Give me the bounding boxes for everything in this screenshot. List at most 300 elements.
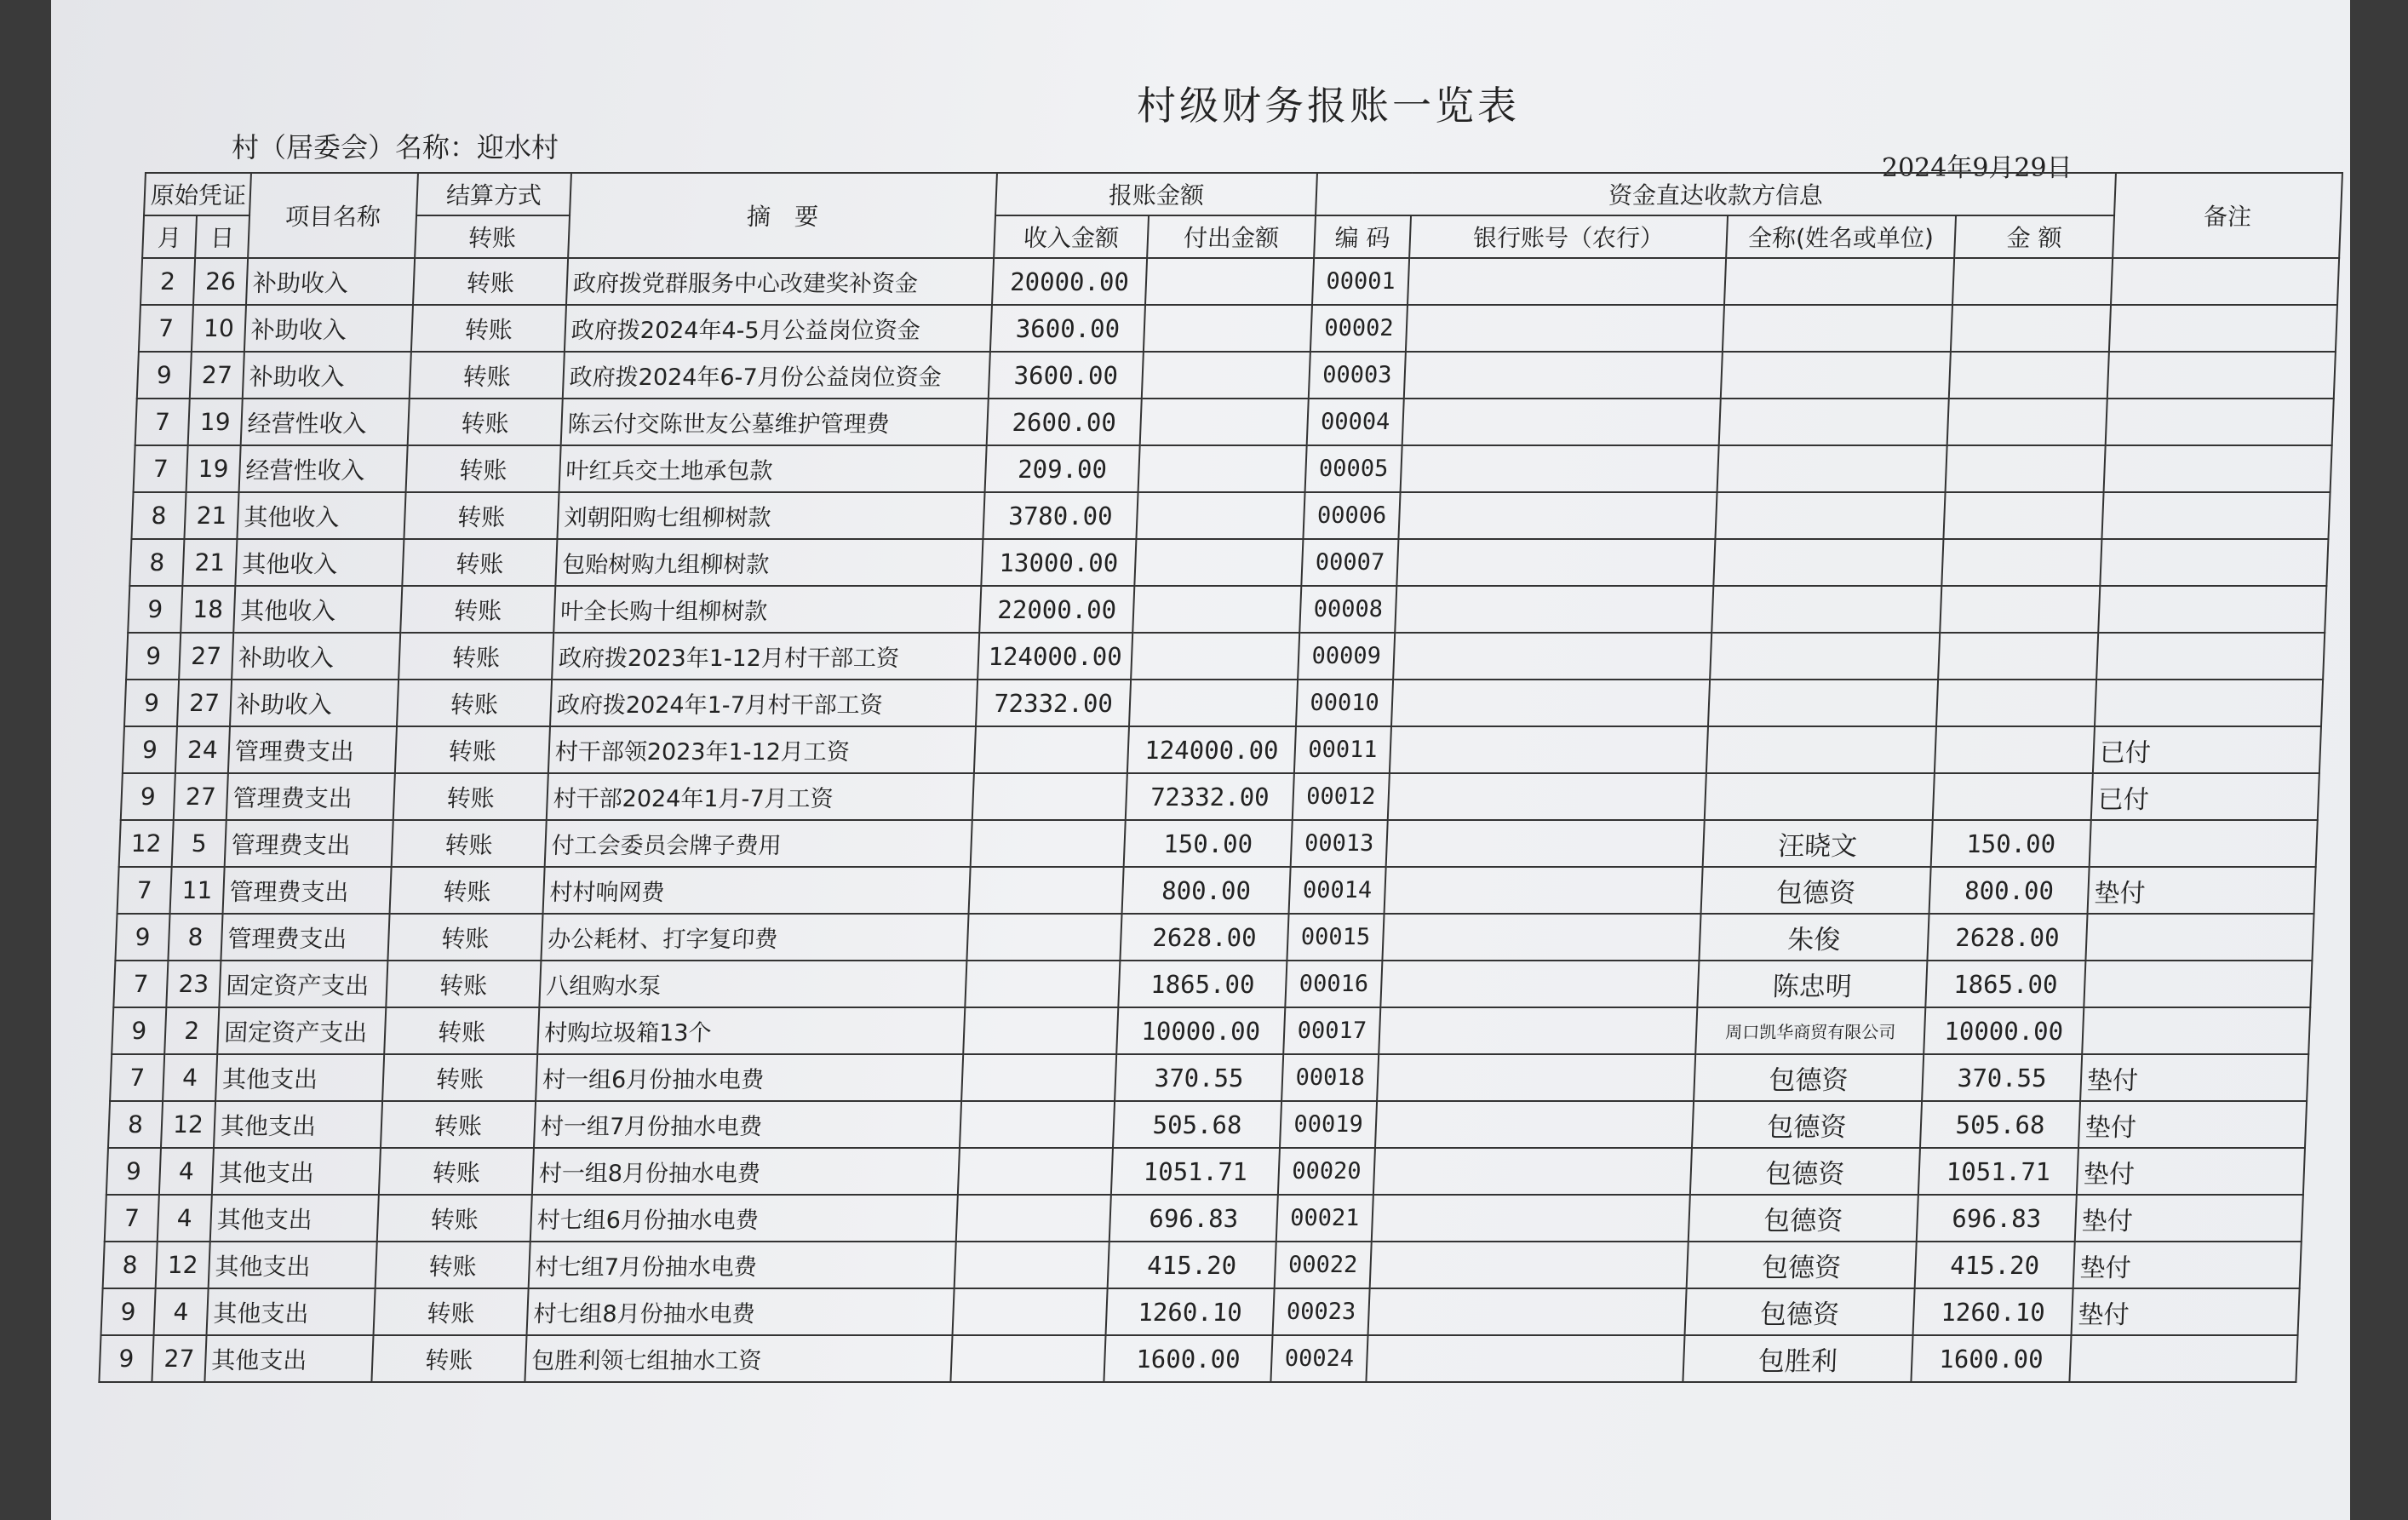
- cell-settle: 转账: [400, 586, 555, 633]
- table-row: [134, 445, 2332, 492]
- cell-month: 2: [140, 258, 195, 305]
- cell-item: 经营性收入: [239, 445, 408, 492]
- cell-code: 00002: [1310, 305, 1408, 352]
- cell-day: 4: [158, 1195, 212, 1242]
- cell-bank: [1377, 1054, 1695, 1101]
- cell-month: 8: [103, 1242, 158, 1288]
- cell-remark: [2090, 820, 2318, 867]
- cell-expense: 370.55: [1115, 1054, 1283, 1101]
- cell-expense: [1134, 539, 1303, 586]
- cell-item: 其他收入: [237, 492, 405, 539]
- cell-bank: [1366, 1335, 1684, 1382]
- cell-day: 2: [164, 1007, 219, 1054]
- cell-month: 9: [106, 1148, 161, 1195]
- cell-income: [972, 773, 1127, 820]
- header-bank: 银行账号（农行）: [1409, 215, 1728, 258]
- ledger-body: [99, 258, 2339, 1382]
- cell-remark: 垫付: [2078, 1101, 2307, 1148]
- cell-item: 管理费支出: [225, 820, 393, 867]
- cell-settle: 转账: [371, 1335, 526, 1382]
- table-row: [126, 633, 2325, 680]
- cell-income: 3600.00: [989, 352, 1144, 399]
- header-settle: 结算方式: [416, 173, 571, 215]
- header-month: 月: [142, 215, 197, 258]
- table-row: [123, 726, 2321, 773]
- cell-item: 其他支出: [214, 1101, 382, 1148]
- cell-remark: [2098, 586, 2326, 633]
- cell-income: 3780.00: [983, 492, 1138, 539]
- cell-payee-amount: [1949, 352, 2109, 399]
- cell-income: [966, 914, 1121, 961]
- cell-expense: 800.00: [1122, 867, 1291, 914]
- cell-month: 9: [101, 1288, 156, 1335]
- cell-code: 00017: [1283, 1007, 1380, 1054]
- cell-bank: [1370, 1242, 1688, 1288]
- cell-item: 补助收入: [244, 305, 413, 352]
- cell-day: 26: [193, 258, 248, 305]
- cell-bank: [1373, 1148, 1692, 1195]
- header-summary: 摘 要: [568, 173, 997, 258]
- cell-payee: [1711, 586, 1941, 633]
- cell-item: 补助收入: [243, 352, 411, 399]
- cell-settle: 转账: [387, 914, 542, 961]
- cell-payee: [1721, 352, 1951, 399]
- cell-summary: 村干部领2023年1-12月工资: [548, 726, 976, 773]
- cell-payee-amount: 800.00: [1929, 867, 2090, 914]
- cell-day: 4: [159, 1148, 214, 1195]
- cell-income: 72332.00: [976, 680, 1131, 726]
- cell-remark: [2082, 1007, 2310, 1054]
- cell-payee-amount: 415.20: [1915, 1242, 2075, 1288]
- table-row: [103, 1242, 2302, 1288]
- cell-summary: 村干部2024年1月-7月工资: [547, 773, 974, 820]
- cell-payee: 包胜利: [1683, 1335, 1912, 1382]
- cell-income: [960, 1101, 1115, 1148]
- cell-payee: 包德资: [1701, 867, 1931, 914]
- cell-item: 管理费支出: [226, 773, 395, 820]
- cell-payee: 朱俊: [1699, 914, 1929, 961]
- table-row: [135, 399, 2334, 445]
- cell-payee-amount: [1951, 305, 2111, 352]
- cell-item: 其他支出: [215, 1054, 384, 1101]
- cell-expense: 10000.00: [1116, 1007, 1285, 1054]
- cell-bank: [1386, 820, 1705, 867]
- cell-summary: 村七组6月份抽水电费: [530, 1195, 958, 1242]
- cell-month: 8: [129, 539, 184, 586]
- cell-remark: [2096, 633, 2325, 680]
- cell-settle: 转账: [404, 492, 559, 539]
- header-fullname: 全称(姓名或单位): [1726, 215, 1956, 258]
- cell-bank: [1402, 399, 1721, 445]
- cell-payee: 包德资: [1694, 1054, 1924, 1101]
- cell-bank: [1385, 867, 1703, 914]
- cell-settle: 转账: [395, 726, 550, 773]
- cell-item: 经营性收入: [241, 399, 410, 445]
- table-row: [112, 1007, 2310, 1054]
- cell-payee: [1719, 399, 1949, 445]
- cell-income: [950, 1335, 1105, 1382]
- cell-summary: 政府拨党群服务中心改建奖补资金: [566, 258, 994, 305]
- cell-expense: 1600.00: [1104, 1335, 1272, 1382]
- cell-item: 其他支出: [204, 1335, 373, 1382]
- cell-remark: 垫付: [2073, 1242, 2302, 1288]
- cell-expense: 415.20: [1108, 1242, 1276, 1288]
- cell-item: 其他支出: [209, 1242, 377, 1288]
- cell-item: 其他收入: [235, 539, 404, 586]
- cell-payee-amount: 370.55: [1922, 1054, 2082, 1101]
- table-row: [119, 820, 2318, 867]
- cell-code: 00006: [1303, 492, 1400, 539]
- cell-bank: [1398, 492, 1717, 539]
- cell-remark: 垫付: [2072, 1288, 2300, 1335]
- cell-month: 9: [123, 726, 177, 773]
- table-row: [105, 1195, 2303, 1242]
- table-row: [140, 258, 2339, 305]
- cell-payee-amount: [1936, 680, 2096, 726]
- cell-month: 9: [137, 352, 192, 399]
- cell-income: 22000.00: [979, 586, 1134, 633]
- cell-day: 27: [152, 1335, 206, 1382]
- cell-income: 20000.00: [992, 258, 1147, 305]
- table-row: [128, 586, 2326, 633]
- cell-income: [971, 820, 1126, 867]
- table-row: [139, 305, 2337, 352]
- cell-settle: 转账: [397, 680, 552, 726]
- cell-settle: 转账: [410, 352, 565, 399]
- cell-code: 00012: [1293, 773, 1390, 820]
- cell-payee: [1717, 445, 1947, 492]
- cell-day: 12: [161, 1101, 215, 1148]
- cell-payee: [1713, 539, 1943, 586]
- cell-payee-amount: 10000.00: [1924, 1007, 2084, 1054]
- cell-income: [953, 1288, 1108, 1335]
- table-row: [108, 1101, 2307, 1148]
- cell-payee-amount: [1935, 726, 2095, 773]
- cell-remark: [2104, 445, 2332, 492]
- cell-remark: 垫付: [2075, 1195, 2303, 1242]
- table-row: [110, 1054, 2308, 1101]
- cell-month: 8: [131, 492, 186, 539]
- table-row: [118, 867, 2316, 914]
- table-row: [137, 352, 2336, 399]
- table-row: [106, 1148, 2305, 1195]
- cell-day: 10: [192, 305, 246, 352]
- cell-month: 12: [119, 820, 174, 867]
- cell-income: 2600.00: [987, 399, 1142, 445]
- cell-expense: [1144, 305, 1312, 352]
- header-code: 编 码: [1314, 215, 1411, 258]
- cell-month: 9: [121, 773, 175, 820]
- cell-item: 管理费支出: [221, 914, 389, 961]
- cell-payee-amount: [1943, 492, 2103, 539]
- cell-day: 18: [181, 586, 235, 633]
- cell-payee-amount: 1260.10: [1913, 1288, 2073, 1335]
- cell-remark: [2107, 352, 2336, 399]
- cell-expense: [1138, 445, 1307, 492]
- cell-day: 21: [184, 492, 238, 539]
- cell-day: 8: [168, 914, 222, 961]
- cell-remark: [2069, 1335, 2297, 1382]
- cell-item: 补助收入: [230, 680, 398, 726]
- cell-summary: 村七组8月份抽水电费: [527, 1288, 955, 1335]
- cell-day: 19: [186, 445, 241, 492]
- cell-bank: [1382, 914, 1700, 961]
- cell-bank: [1401, 445, 1719, 492]
- cell-bank: [1396, 539, 1715, 586]
- cell-code: 00021: [1276, 1195, 1373, 1242]
- cell-summary: 办公耗材、打字复印费: [541, 914, 968, 961]
- table-row: [113, 961, 2312, 1007]
- cell-summary: 村一组7月份抽水电费: [534, 1101, 961, 1148]
- cell-bank: [1408, 258, 1726, 305]
- cell-expense: 72332.00: [1126, 773, 1294, 820]
- cell-item: 固定资产支出: [219, 961, 387, 1007]
- cell-income: 209.00: [985, 445, 1140, 492]
- cell-payee: [1706, 726, 1936, 773]
- cell-payee-amount: [1952, 258, 2113, 305]
- cell-expense: [1132, 586, 1301, 633]
- cell-code: 00009: [1298, 633, 1395, 680]
- cell-remark: 垫付: [2080, 1054, 2308, 1101]
- cell-settle: 转账: [376, 1242, 530, 1288]
- cell-month: 9: [115, 914, 169, 961]
- cell-month: 9: [126, 633, 181, 680]
- cell-code: 00004: [1307, 399, 1404, 445]
- cell-day: 24: [175, 726, 230, 773]
- cell-payee-amount: [1933, 773, 2093, 820]
- cell-code: 00010: [1296, 680, 1393, 726]
- cell-settle: 转账: [374, 1288, 529, 1335]
- cell-payee-amount: [1938, 633, 2098, 680]
- header-income: 收入金额: [994, 215, 1149, 258]
- cell-settle: 转账: [393, 773, 548, 820]
- cell-income: [955, 1242, 1109, 1288]
- cell-summary: 叶全长购十组柳树款: [553, 586, 981, 633]
- cell-payee: [1705, 773, 1935, 820]
- cell-summary: 政府拨2024年1-7月村干部工资: [550, 680, 978, 726]
- cell-remark: [2109, 305, 2337, 352]
- cell-payee-amount: 696.83: [1917, 1195, 2077, 1242]
- cell-item: 补助收入: [232, 633, 400, 680]
- cell-summary: 刘朝阳购七组柳树款: [557, 492, 984, 539]
- cell-payee-amount: [1941, 539, 2101, 586]
- cell-remark: [2106, 399, 2334, 445]
- cell-payee: 周口凯华商贸有限公司: [1695, 1007, 1925, 1054]
- cell-expense: 124000.00: [1127, 726, 1296, 773]
- cell-payee: 陈忠明: [1697, 961, 1927, 1007]
- cell-remark: 已付: [2091, 773, 2319, 820]
- cell-payee: [1723, 305, 1952, 352]
- cell-bank: [1391, 680, 1710, 726]
- cell-income: [963, 1007, 1118, 1054]
- cell-expense: [1142, 352, 1310, 399]
- cell-payee-amount: 505.68: [1920, 1101, 2080, 1148]
- cell-item: 管理费支出: [228, 726, 397, 773]
- cell-day: 23: [166, 961, 221, 1007]
- cell-settle: 转账: [408, 399, 563, 445]
- header-day: 日: [195, 215, 249, 258]
- cell-code: 00022: [1275, 1242, 1372, 1288]
- cell-month: 9: [99, 1335, 153, 1382]
- cell-day: 21: [182, 539, 237, 586]
- cell-expense: 150.00: [1124, 820, 1293, 867]
- cell-settle: 转账: [392, 820, 547, 867]
- cell-expense: 1260.10: [1106, 1288, 1275, 1335]
- cell-remark: 垫付: [2077, 1148, 2305, 1195]
- cell-settle: 转账: [379, 1148, 534, 1195]
- cell-month: 9: [124, 680, 179, 726]
- cell-code: 00014: [1289, 867, 1386, 914]
- header-payee-amount: 金 额: [1954, 215, 2114, 258]
- cell-bank: [1388, 773, 1706, 820]
- cell-item: 补助收入: [246, 258, 415, 305]
- cell-summary: 八组购水泵: [539, 961, 966, 1007]
- cell-settle: 转账: [386, 961, 541, 1007]
- cell-payee-amount: 1051.71: [1918, 1148, 2078, 1195]
- cell-item: 其他支出: [212, 1148, 381, 1195]
- cell-bank: [1393, 633, 1711, 680]
- cell-income: [974, 726, 1129, 773]
- cell-code: 00003: [1309, 352, 1406, 399]
- cell-code: 00011: [1294, 726, 1391, 773]
- cell-day: 19: [188, 399, 243, 445]
- cell-payee: [1724, 258, 1954, 305]
- cell-bank: [1380, 961, 1699, 1007]
- cell-settle: 转账: [413, 258, 568, 305]
- cell-code: 00016: [1285, 961, 1382, 1007]
- cell-payee: [1710, 633, 1940, 680]
- village-name: 村（居委会）名称：迎水村: [232, 131, 559, 163]
- cell-settle: 转账: [398, 633, 553, 680]
- cell-item: 其他支出: [207, 1288, 376, 1335]
- cell-settle: 转账: [390, 867, 545, 914]
- cell-code: 00019: [1280, 1101, 1377, 1148]
- table-row: [124, 680, 2323, 726]
- cell-code: 00023: [1273, 1288, 1370, 1335]
- cell-summary: 村一组8月份抽水电费: [532, 1148, 960, 1195]
- cell-payee: 包德资: [1692, 1101, 1922, 1148]
- cell-payee-amount: 2628.00: [1927, 914, 2087, 961]
- cell-code: 00015: [1287, 914, 1384, 961]
- cell-summary: 政府拨2023年1-12月村干部工资: [552, 633, 979, 680]
- cell-summary: 政府拨2024年4-5月公益岗位资金: [565, 305, 992, 352]
- cell-expense: 696.83: [1109, 1195, 1278, 1242]
- cell-code: 00008: [1299, 586, 1396, 633]
- cell-settle: 转账: [384, 1007, 539, 1054]
- cell-month: 7: [105, 1195, 159, 1242]
- table-row: [115, 914, 2313, 961]
- ledger-table-wrapper: [98, 172, 2342, 1383]
- cell-summary: 政府拨2024年6-7月份公益岗位资金: [563, 352, 990, 399]
- cell-code: 00007: [1301, 539, 1398, 586]
- cell-expense: [1131, 633, 1299, 680]
- cell-item: 管理费支出: [223, 867, 392, 914]
- cell-summary: 村七组7月份抽水电费: [529, 1242, 956, 1288]
- cell-month: 7: [113, 961, 168, 1007]
- table-row: [129, 539, 2328, 586]
- cell-payee-amount: [1940, 586, 2100, 633]
- header-voucher: 原始凭证: [144, 173, 251, 215]
- cell-summary: 包贻树购九组柳树款: [555, 539, 983, 586]
- cell-month: 7: [139, 305, 193, 352]
- cell-payee-amount: [1947, 399, 2107, 445]
- cell-summary: 叶红兵交土地承包款: [559, 445, 987, 492]
- cell-remark: [2111, 258, 2339, 305]
- cell-remark: [2101, 492, 2330, 539]
- cell-expense: [1129, 680, 1298, 726]
- cell-month: 7: [110, 1054, 164, 1101]
- header-expense: 付出金额: [1147, 215, 1316, 258]
- cell-month: 9: [112, 1007, 166, 1054]
- cell-code: 00020: [1278, 1148, 1375, 1195]
- cell-day: 4: [154, 1288, 209, 1335]
- header-item: 项目名称: [248, 173, 418, 258]
- cell-bank: [1368, 1288, 1687, 1335]
- cell-income: [958, 1148, 1113, 1195]
- header-payee-info: 资金直达收款方信息: [1316, 173, 2116, 215]
- cell-settle: 转账: [381, 1101, 536, 1148]
- cell-expense: 1051.71: [1111, 1148, 1280, 1195]
- cell-payee: 包德资: [1685, 1288, 1915, 1335]
- cell-income: [956, 1195, 1111, 1242]
- cell-income: 124000.00: [978, 633, 1132, 680]
- cell-income: [969, 867, 1124, 914]
- cell-expense: 1865.00: [1118, 961, 1287, 1007]
- cell-payee: [1708, 680, 1938, 726]
- cell-summary: 村购垃圾箱13个: [537, 1007, 965, 1054]
- cell-day: 4: [163, 1054, 217, 1101]
- cell-expense: [1136, 492, 1304, 539]
- document-title: 村级财务报账一览表: [1137, 83, 1520, 129]
- cell-summary: 付工会委员会牌子费用: [545, 820, 972, 867]
- cell-day: 5: [172, 820, 226, 867]
- cell-code: 00005: [1305, 445, 1402, 492]
- cell-settle: 转账: [382, 1054, 537, 1101]
- cell-summary: 村一组6月份抽水电费: [536, 1054, 963, 1101]
- cell-expense: [1145, 258, 1314, 305]
- cell-settle: 转账: [411, 305, 566, 352]
- table-row: [121, 773, 2319, 820]
- cell-item: 其他收入: [233, 586, 402, 633]
- cell-payee: 包德资: [1690, 1148, 1920, 1195]
- cell-payee: [1715, 492, 1945, 539]
- cell-code: 00001: [1312, 258, 1409, 305]
- cell-remark: [2100, 539, 2328, 586]
- document-date: 2024年9月29日: [1882, 153, 2073, 183]
- cell-income: 13000.00: [981, 539, 1136, 586]
- cell-day: 12: [156, 1242, 210, 1288]
- cell-payee: 汪晓文: [1703, 820, 1933, 867]
- cell-payee-amount: 1865.00: [1925, 961, 2085, 1007]
- cell-summary: 村村响网费: [543, 867, 971, 914]
- cell-item: 固定资产支出: [217, 1007, 386, 1054]
- cell-bank: [1379, 1007, 1697, 1054]
- cell-day: 27: [190, 352, 244, 399]
- cell-expense: 505.68: [1113, 1101, 1281, 1148]
- table-row: [131, 492, 2330, 539]
- cell-remark: [2085, 914, 2313, 961]
- cell-bank: [1404, 352, 1723, 399]
- cell-month: 8: [108, 1101, 163, 1148]
- cell-bank: [1390, 726, 1708, 773]
- cell-payee-amount: 150.00: [1931, 820, 2091, 867]
- header-amount: 报账金额: [995, 173, 1317, 215]
- cell-summary: 陈云付交陈世友公墓维护管理费: [561, 399, 989, 445]
- cell-month: 7: [134, 445, 188, 492]
- cell-month: 7: [135, 399, 190, 445]
- cell-day: 27: [174, 773, 228, 820]
- cell-income: 3600.00: [990, 305, 1145, 352]
